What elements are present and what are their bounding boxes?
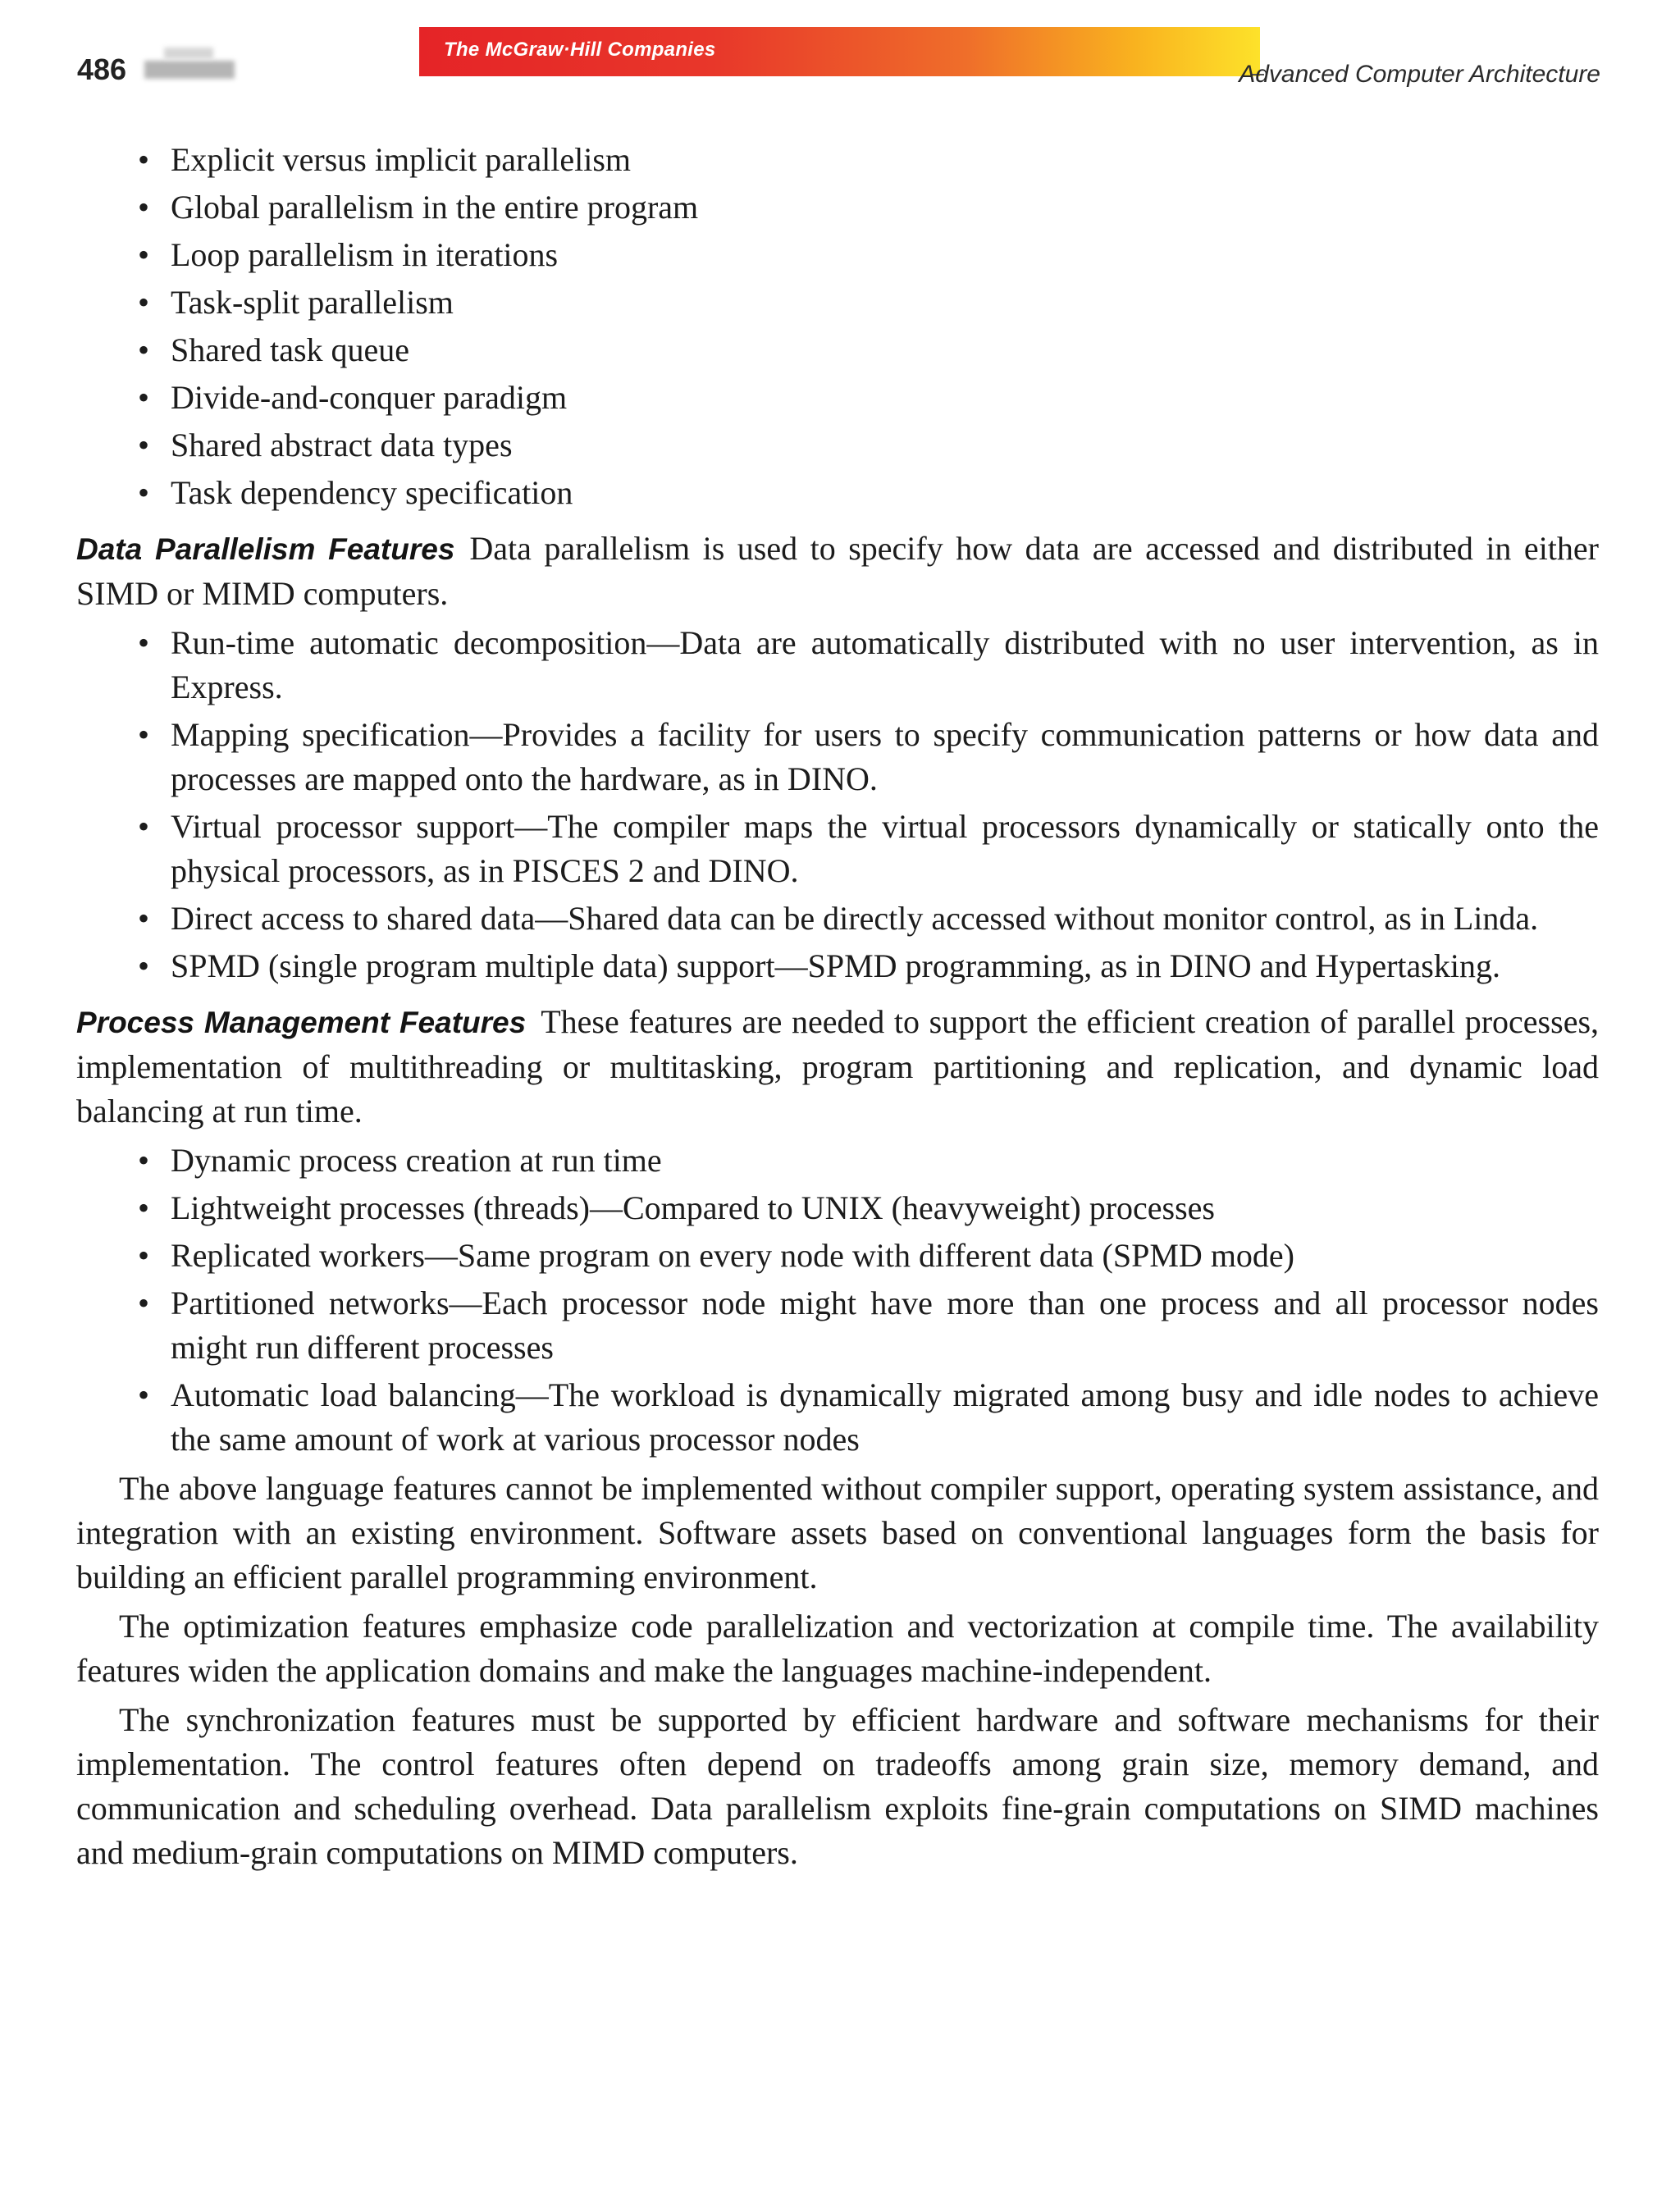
bullet-icon: • (137, 379, 149, 416)
process-management-heading: Process Management Features (76, 1006, 527, 1039)
data-parallelism-text: Data parallelism is used to specify how data are accessed and distributed in either SIMD or MIMD computers. (76, 530, 1599, 612)
list-item: • SPMD (single program multiple data) support—SPMD programming, as in DINO and Hypertasking. (76, 944, 1599, 988)
data-parallelism-list (76, 621, 1599, 988)
header-decoration (144, 61, 235, 79)
list-item: • Replicated workers—Same program on every node with different data (SPMD mode) (76, 1234, 1599, 1278)
data-parallelism-heading: Data Parallelism Features (76, 532, 455, 566)
bullet-icon: • (137, 1285, 149, 1321)
page-number: 486 (77, 52, 127, 86)
list-item: • Explicit versus implicit parallelism (76, 138, 1599, 182)
list-item: • Task-split parallelism (76, 281, 1599, 325)
body-paragraph: The synchronization features must be supported by efficient hardware and software mechanisms for their implementation. The control features often depend on tradeoffs among grain size, memory demand, and communication and scheduling overhead. Data parallelism exploits fine-grain computations on SIMD machines and medium-grain computations on MIMD computers. (76, 1701, 1599, 1871)
data-parallelism-paragraph (76, 527, 1599, 616)
list-item: • Dynamic process creation at run time (76, 1139, 1599, 1183)
publisher-logo-text: The McGraw·Hill Companies (444, 39, 716, 61)
list-item: • Global parallelism in the entire program (76, 185, 1599, 230)
list-item: • Lightweight processes (threads)—Compared to UNIX (heavyweight) processes (76, 1186, 1599, 1230)
bullet-icon: • (137, 1376, 149, 1413)
bullet-icon: • (137, 284, 149, 321)
list-item: • Loop parallelism in iterations (76, 233, 1599, 277)
bullet-icon: • (137, 1189, 149, 1226)
bullet-icon: • (137, 624, 149, 661)
list-item: • Automatic load balancing—The workload is dynamically migrated among busy and idle nodes to achieve the same amount of work at various processor nodes (76, 1373, 1599, 1462)
bullet-icon: • (137, 189, 149, 226)
list-item: • Partitioned networks—Each processor node might have more than one process and all processor nodes might run different processes (76, 1281, 1599, 1370)
list-item: • Divide-and-conquer paradigm (76, 376, 1599, 420)
list-item: • Shared task queue (76, 328, 1599, 372)
bullet-icon: • (137, 236, 149, 273)
header-decoration-small (164, 48, 213, 59)
bullet-icon: • (137, 1142, 149, 1179)
bullet-icon: • (137, 474, 149, 511)
list-item: • Run-time automatic decomposition—Data are automatically distributed with no user intervention, as in Express. (76, 621, 1599, 710)
bullet-icon: • (137, 331, 149, 368)
bullet-icon: • (137, 900, 149, 937)
page-body (76, 138, 1599, 1875)
bullet-icon: • (137, 808, 149, 845)
bullet-icon: • (137, 716, 149, 753)
process-management-paragraph (76, 1000, 1599, 1134)
feature-list (76, 138, 1599, 515)
publisher-banner (419, 27, 1260, 76)
body-paragraph: The above language features cannot be implemented without compiler support, operating system assistance, and integration with an existing environment. Software assets based on conventional languages form the basis for building an efficient parallel programming environment. (76, 1470, 1599, 1595)
bullet-icon: • (137, 141, 149, 178)
list-item: • Mapping specification—Provides a facility for users to specify communication patterns or how data and processes are mapped onto the hardware, as in DINO. (76, 713, 1599, 801)
list-item: • Direct access to shared data—Shared data can be directly accessed without monitor control, as in Linda. (76, 897, 1599, 941)
list-item: • Task dependency specification (76, 471, 1599, 515)
bullet-icon: • (137, 427, 149, 463)
list-item: • Shared abstract data types (76, 423, 1599, 468)
bullet-icon: • (137, 947, 149, 984)
process-management-text: These features are needed to support the efficient creation of parallel processes, implementation of multithreading or multitasking, program partitioning and replication, and dynamic load balancing at run time. (76, 1003, 1600, 1129)
bullet-icon: • (137, 1237, 149, 1274)
list-item: • Virtual processor support—The compiler maps the virtual processors dynamically or statically onto the physical processors, as in PISCES 2 and DINO. (76, 805, 1599, 893)
process-management-list (76, 1139, 1599, 1462)
body-paragraph: The optimization features emphasize code parallelization and vectorization at compile time. The availability features widen the application domains and make the languages machine-independent. (76, 1608, 1599, 1689)
running-head-title: Advanced Computer Architecture (1239, 61, 1600, 88)
